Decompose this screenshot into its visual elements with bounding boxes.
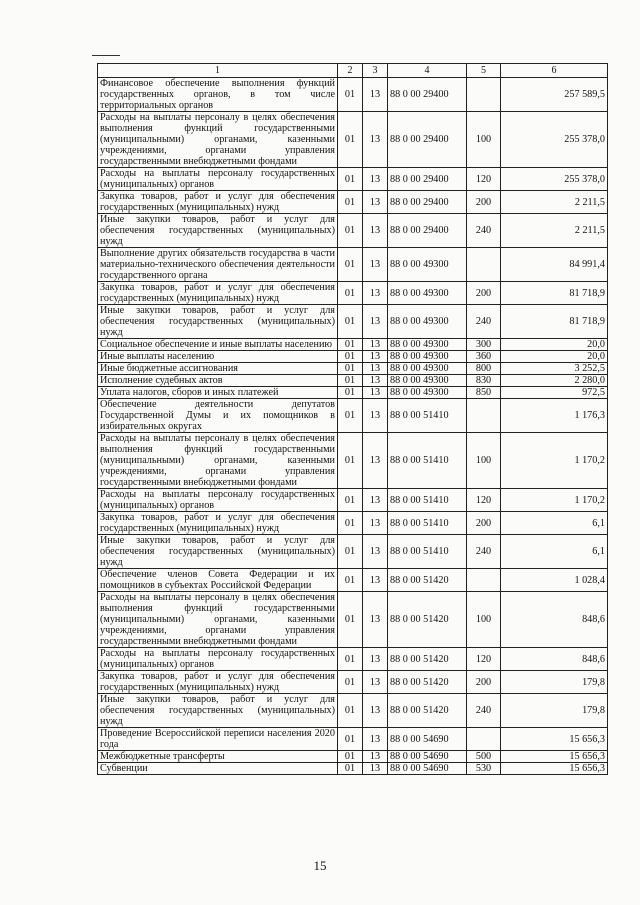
target-article-code: 88 0 00 51420 — [388, 592, 467, 648]
target-article-code: 88 0 00 51410 — [388, 535, 467, 569]
target-article-code: 88 0 00 51420 — [388, 569, 467, 592]
item-name: Обеспечение деятельности депутатов Государственной Думы и их помощников в избирательных округах — [98, 399, 338, 433]
expense-type-code: 240 — [467, 694, 501, 728]
expense-type-code — [467, 399, 501, 433]
table-row — [98, 191, 608, 214]
table-row — [98, 351, 608, 363]
expense-type-code: 500 — [467, 751, 501, 763]
subsection-code: 13 — [363, 592, 388, 648]
section-code: 01 — [338, 671, 363, 694]
section-code: 01 — [338, 433, 363, 489]
amount: 255 378,0 — [501, 168, 608, 191]
subsection-code: 13 — [363, 168, 388, 191]
subsection-code: 13 — [363, 512, 388, 535]
item-name: Субвенции — [98, 763, 338, 775]
target-article-code: 88 0 00 51410 — [388, 489, 467, 512]
target-article-code: 88 0 00 51410 — [388, 512, 467, 535]
subsection-code: 13 — [363, 694, 388, 728]
amount: 81 718,9 — [501, 282, 608, 305]
amount: 6,1 — [501, 535, 608, 569]
table-row — [98, 214, 608, 248]
subsection-code: 13 — [363, 763, 388, 775]
subsection-code: 13 — [363, 535, 388, 569]
section-code: 01 — [338, 112, 363, 168]
table-row — [98, 339, 608, 351]
section-code: 01 — [338, 648, 363, 671]
target-article-code: 88 0 00 51410 — [388, 433, 467, 489]
target-article-code: 88 0 00 49300 — [388, 339, 467, 351]
subsection-code: 13 — [363, 671, 388, 694]
amount: 1 028,4 — [501, 569, 608, 592]
target-article-code: 88 0 00 49300 — [388, 363, 467, 375]
table-row — [98, 363, 608, 375]
item-name: Межбюджетные трансферты — [98, 751, 338, 763]
section-code: 01 — [338, 282, 363, 305]
table-row — [98, 399, 608, 433]
expense-type-code — [467, 78, 501, 112]
table-row — [98, 728, 608, 751]
expense-type-code: 240 — [467, 214, 501, 248]
expense-type-code: 100 — [467, 592, 501, 648]
item-name: Расходы на выплаты персоналу государственных (муниципальных) органов — [98, 168, 338, 191]
table-row — [98, 751, 608, 763]
col-header-1: 1 — [98, 64, 338, 78]
expense-type-code — [467, 728, 501, 751]
expense-type-code: 120 — [467, 489, 501, 512]
expense-type-code: 200 — [467, 512, 501, 535]
amount: 15 656,3 — [501, 763, 608, 775]
expense-type-code: 200 — [467, 282, 501, 305]
table-row — [98, 248, 608, 282]
col-header-3: 3 — [363, 64, 388, 78]
expense-type-code: 830 — [467, 375, 501, 387]
amount: 3 252,5 — [501, 363, 608, 375]
expense-type-code: 120 — [467, 648, 501, 671]
item-name: Расходы на выплаты персоналу в целях обеспечения выполнения функций государственными (муниципальными) органами, казенными учреждениями, органами управления государственными внебюджетными фондами — [98, 112, 338, 168]
expense-type-code: 100 — [467, 112, 501, 168]
section-code: 01 — [338, 191, 363, 214]
table-row — [98, 387, 608, 399]
section-code: 01 — [338, 339, 363, 351]
target-article-code: 88 0 00 54690 — [388, 763, 467, 775]
subsection-code: 13 — [363, 191, 388, 214]
target-article-code: 88 0 00 29400 — [388, 168, 467, 191]
expense-type-code: 240 — [467, 535, 501, 569]
section-code: 01 — [338, 512, 363, 535]
item-name: Исполнение судебных актов — [98, 375, 338, 387]
target-article-code: 88 0 00 49300 — [388, 387, 467, 399]
subsection-code: 13 — [363, 648, 388, 671]
target-article-code: 88 0 00 51420 — [388, 694, 467, 728]
subsection-code: 13 — [363, 489, 388, 512]
table-row — [98, 305, 608, 339]
amount: 2 211,5 — [501, 191, 608, 214]
subsection-code: 13 — [363, 751, 388, 763]
target-article-code: 88 0 00 51420 — [388, 671, 467, 694]
item-name: Иные закупки товаров, работ и услуг для обеспечения государственных (муниципальных) нужд — [98, 694, 338, 728]
item-name: Закупка товаров, работ и услуг для обеспечения государственных (муниципальных) нужд — [98, 282, 338, 305]
section-code: 01 — [338, 387, 363, 399]
item-name: Расходы на выплаты персоналу в целях обеспечения выполнения функций государственными (муниципальными) органами, казенными учреждениями, органами управления государственными внебюджетными фондами — [98, 592, 338, 648]
amount: 20,0 — [501, 351, 608, 363]
item-name: Иные бюджетные ассигнования — [98, 363, 338, 375]
amount: 15 656,3 — [501, 751, 608, 763]
target-article-code: 88 0 00 29400 — [388, 191, 467, 214]
amount: 84 991,4 — [501, 248, 608, 282]
item-name: Закупка товаров, работ и услуг для обеспечения государственных (муниципальных) нужд — [98, 671, 338, 694]
item-name: Закупка товаров, работ и услуг для обеспечения государственных (муниципальных) нужд — [98, 512, 338, 535]
subsection-code: 13 — [363, 399, 388, 433]
subsection-code: 13 — [363, 728, 388, 751]
item-name: Иные закупки товаров, работ и услуг для обеспечения государственных (муниципальных) нужд — [98, 535, 338, 569]
item-name: Расходы на выплаты персоналу государственных (муниципальных) органов — [98, 489, 338, 512]
table-row — [98, 694, 608, 728]
expense-type-code: 530 — [467, 763, 501, 775]
budget-table — [97, 63, 608, 775]
col-header-2: 2 — [338, 64, 363, 78]
target-article-code: 88 0 00 51420 — [388, 648, 467, 671]
amount: 15 656,3 — [501, 728, 608, 751]
subsection-code: 13 — [363, 351, 388, 363]
section-code: 01 — [338, 214, 363, 248]
expense-type-code: 240 — [467, 305, 501, 339]
expense-type-code — [467, 569, 501, 592]
expense-type-code: 360 — [467, 351, 501, 363]
table-row — [98, 168, 608, 191]
section-code: 01 — [338, 78, 363, 112]
table-row — [98, 78, 608, 112]
item-name: Выполнение других обязательств государства в части материально-технического обеспечения деятельности государственного органа — [98, 248, 338, 282]
amount: 848,6 — [501, 648, 608, 671]
item-name: Иные выплаты населению — [98, 351, 338, 363]
subsection-code: 13 — [363, 248, 388, 282]
expense-type-code — [467, 248, 501, 282]
table-row — [98, 535, 608, 569]
subsection-code: 13 — [363, 387, 388, 399]
table-row — [98, 592, 608, 648]
item-name: Уплата налогов, сборов и иных платежей — [98, 387, 338, 399]
expense-type-code: 120 — [467, 168, 501, 191]
amount: 255 378,0 — [501, 112, 608, 168]
subsection-code: 13 — [363, 214, 388, 248]
target-article-code: 88 0 00 54690 — [388, 728, 467, 751]
item-name: Обеспечение членов Совета Федерации и их помощников в субъектах Российской Федерации — [98, 569, 338, 592]
table-row — [98, 763, 608, 775]
page-number: 15 — [313, 858, 327, 873]
table-row — [98, 512, 608, 535]
amount: 81 718,9 — [501, 305, 608, 339]
col-header-6: 6 — [501, 64, 608, 78]
col-header-4: 4 — [388, 64, 467, 78]
table-row — [98, 112, 608, 168]
expense-type-code: 200 — [467, 671, 501, 694]
table-row — [98, 569, 608, 592]
item-name: Иные закупки товаров, работ и услуг для обеспечения государственных (муниципальных) нужд — [98, 214, 338, 248]
section-code: 01 — [338, 763, 363, 775]
subsection-code: 13 — [363, 433, 388, 489]
subsection-code: 13 — [363, 78, 388, 112]
table-row — [98, 375, 608, 387]
amount: 848,6 — [501, 592, 608, 648]
target-article-code: 88 0 00 49300 — [388, 375, 467, 387]
section-code: 01 — [338, 728, 363, 751]
target-article-code: 88 0 00 29400 — [388, 112, 467, 168]
expense-type-code: 200 — [467, 191, 501, 214]
section-code: 01 — [338, 535, 363, 569]
item-name: Расходы на выплаты персоналу государственных (муниципальных) органов — [98, 648, 338, 671]
header-row — [98, 64, 608, 78]
subsection-code: 13 — [363, 112, 388, 168]
subsection-code: 13 — [363, 375, 388, 387]
section-code: 01 — [338, 489, 363, 512]
item-name: Проведение Всероссийской переписи населения 2020 года — [98, 728, 338, 751]
table-row — [98, 489, 608, 512]
expense-type-code: 850 — [467, 387, 501, 399]
amount: 179,8 — [501, 671, 608, 694]
target-article-code: 88 0 00 51410 — [388, 399, 467, 433]
target-article-code: 88 0 00 49300 — [388, 305, 467, 339]
subsection-code: 13 — [363, 339, 388, 351]
target-article-code: 88 0 00 49300 — [388, 282, 467, 305]
amount: 1 170,2 — [501, 433, 608, 489]
header-dash — [92, 55, 120, 56]
amount: 20,0 — [501, 339, 608, 351]
target-article-code: 88 0 00 29400 — [388, 78, 467, 112]
expense-type-code: 800 — [467, 363, 501, 375]
subsection-code: 13 — [363, 282, 388, 305]
expense-type-code: 300 — [467, 339, 501, 351]
section-code: 01 — [338, 363, 363, 375]
section-code: 01 — [338, 569, 363, 592]
target-article-code: 88 0 00 49300 — [388, 351, 467, 363]
section-code: 01 — [338, 399, 363, 433]
table-row — [98, 671, 608, 694]
target-article-code: 88 0 00 54690 — [388, 751, 467, 763]
table-row — [98, 282, 608, 305]
section-code: 01 — [338, 375, 363, 387]
section-code: 01 — [338, 351, 363, 363]
section-code: 01 — [338, 751, 363, 763]
expense-type-code: 100 — [467, 433, 501, 489]
item-name: Расходы на выплаты персоналу в целях обеспечения выполнения функций государственными (муниципальными) органами, казенными учреждениями, органами управления государственными внебюджетными фондами — [98, 433, 338, 489]
col-header-5: 5 — [467, 64, 501, 78]
section-code: 01 — [338, 592, 363, 648]
section-code: 01 — [338, 168, 363, 191]
subsection-code: 13 — [363, 363, 388, 375]
section-code: 01 — [338, 305, 363, 339]
item-name: Иные закупки товаров, работ и услуг для обеспечения государственных (муниципальных) нужд — [98, 305, 338, 339]
subsection-code: 13 — [363, 569, 388, 592]
amount: 2 280,0 — [501, 375, 608, 387]
amount: 1 176,3 — [501, 399, 608, 433]
item-name: Закупка товаров, работ и услуг для обеспечения государственных (муниципальных) нужд — [98, 191, 338, 214]
target-article-code: 88 0 00 49300 — [388, 248, 467, 282]
table-row — [98, 648, 608, 671]
amount: 1 170,2 — [501, 489, 608, 512]
amount: 6,1 — [501, 512, 608, 535]
amount: 2 211,5 — [501, 214, 608, 248]
amount: 179,8 — [501, 694, 608, 728]
section-code: 01 — [338, 248, 363, 282]
item-name: Финансовое обеспечение выполнения функций государственных органов, в том числе территориальных органов — [98, 78, 338, 112]
amount: 972,5 — [501, 387, 608, 399]
subsection-code: 13 — [363, 305, 388, 339]
section-code: 01 — [338, 694, 363, 728]
item-name: Социальное обеспечение и иные выплаты населению — [98, 339, 338, 351]
table-row — [98, 433, 608, 489]
amount: 257 589,5 — [501, 78, 608, 112]
target-article-code: 88 0 00 29400 — [388, 214, 467, 248]
